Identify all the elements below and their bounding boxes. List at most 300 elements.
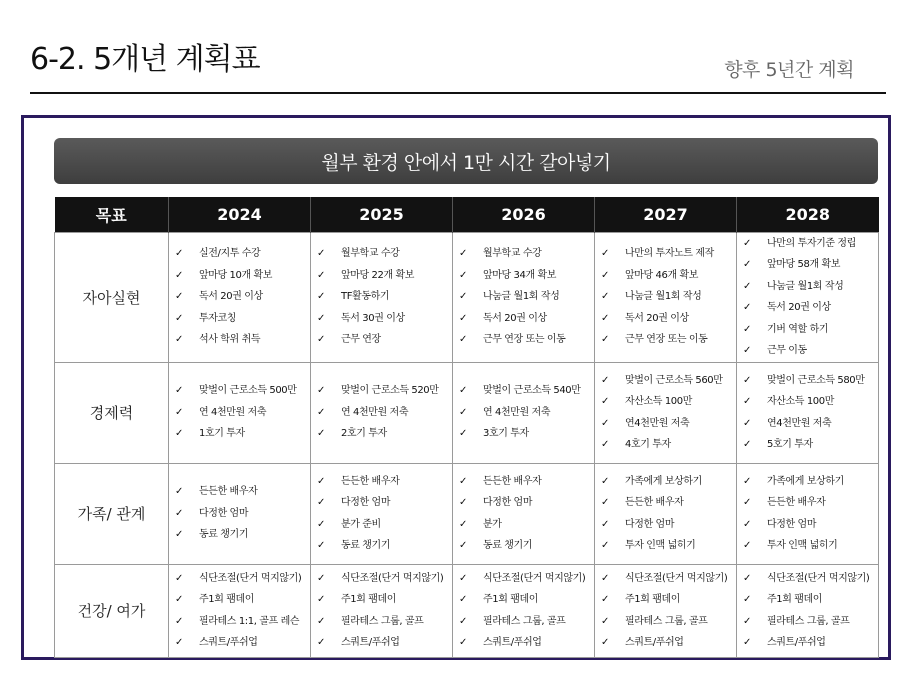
plan-item-text: 필라테스 그룹, 골프 <box>625 615 708 627</box>
list-item <box>459 286 590 308</box>
plan-item-text: 독서 20권 이상 <box>625 312 689 324</box>
header-year-2028: 2028 <box>737 197 879 232</box>
plan-item-text: 스쿼트/푸쉬업 <box>199 637 258 648</box>
plan-item-text: 투자 인맥 넓히기 <box>767 540 838 551</box>
plan-cell <box>169 232 311 362</box>
list-item <box>175 243 306 265</box>
checkmark-icon: ✓ <box>317 312 325 324</box>
checkmark-icon: ✓ <box>601 615 609 627</box>
plan-item-text: 스쿼트/푸쉬업 <box>483 637 542 648</box>
checkmark-icon: ✓ <box>175 385 183 397</box>
plan-cell <box>737 564 879 657</box>
list-item <box>175 423 306 445</box>
list-item <box>317 514 448 536</box>
plan-item-text: 다정한 엄마 <box>483 497 533 508</box>
checkmark-icon: ✓ <box>743 637 751 648</box>
checkmark-icon: ✓ <box>317 637 325 648</box>
table-row-finance <box>55 362 879 463</box>
checkmark-icon: ✓ <box>317 594 325 605</box>
checkmark-icon: ✓ <box>459 428 467 440</box>
list-item <box>317 492 448 514</box>
plan-item-text: 동료 챙기기 <box>199 529 249 541</box>
table-row-self-realization <box>55 232 879 362</box>
list-item <box>175 632 306 654</box>
plan-item-text: 주1회 팸데이 <box>341 594 397 605</box>
plan-item-text: 3호기 투자 <box>483 428 529 440</box>
plan-item-text: 자산소득 100만 <box>625 396 692 407</box>
plan-cell <box>737 463 879 564</box>
list-item <box>175 524 306 546</box>
list-item <box>601 514 732 536</box>
plan-item-list <box>743 471 874 557</box>
list-item <box>601 370 732 392</box>
list-item <box>601 535 732 557</box>
checkmark-icon: ✓ <box>459 594 467 605</box>
list-item <box>175 568 306 590</box>
checkmark-icon: ✓ <box>459 291 467 303</box>
checkmark-icon: ✓ <box>743 475 751 487</box>
plan-item-list <box>317 471 448 557</box>
checkmark-icon: ✓ <box>743 280 751 292</box>
banner: 월부 환경 안에서 1만 시간 갈아넣기 <box>54 138 878 184</box>
table-row-family-relations <box>55 463 879 564</box>
checkmark-icon: ✓ <box>601 637 609 648</box>
plan-cell <box>453 362 595 463</box>
checkmark-icon: ✓ <box>601 417 609 429</box>
plan-item-text: 독서 20권 이상 <box>767 302 831 313</box>
plan-item-list <box>459 568 590 654</box>
list-item <box>743 254 874 276</box>
plan-item-text: 식단조절(단거 먹지않기) <box>767 572 870 584</box>
plan-cell <box>453 564 595 657</box>
checkmark-icon: ✓ <box>317 497 325 508</box>
checkmark-icon: ✓ <box>317 475 325 487</box>
list-item <box>317 632 448 654</box>
plan-cell <box>595 362 737 463</box>
plan-item-list <box>743 370 874 456</box>
checkmark-icon: ✓ <box>459 406 467 418</box>
plan-item-text: 다정한 엄마 <box>199 507 249 519</box>
plan-item-text: 독서 30권 이상 <box>341 312 405 324</box>
checkmark-icon: ✓ <box>459 475 467 487</box>
checkmark-icon: ✓ <box>743 572 751 584</box>
plan-item-text: 앞마당 34개 확보 <box>483 269 557 281</box>
plan-item-text: 맞벌이 근로소득 580만 <box>767 374 865 386</box>
plan-item-text: 2호기 투자 <box>341 428 387 440</box>
plan-cell <box>311 463 453 564</box>
list-item <box>601 413 732 435</box>
plan-item-text: 근무 연장 또는 이동 <box>483 334 566 346</box>
checkmark-icon: ✓ <box>459 572 467 584</box>
plan-cell <box>169 564 311 657</box>
list-item <box>317 589 448 611</box>
list-item <box>317 329 448 351</box>
checkmark-icon: ✓ <box>743 540 751 551</box>
plan-cell <box>311 232 453 362</box>
plan-item-text: 나눔글 월1회 작성 <box>625 291 702 303</box>
checkmark-icon: ✓ <box>743 615 751 627</box>
checkmark-icon: ✓ <box>317 572 325 584</box>
plan-item-text: 앞마당 10개 확보 <box>199 269 273 281</box>
checkmark-icon: ✓ <box>175 312 183 324</box>
plan-item-text: 연4천만원 저축 <box>625 417 690 429</box>
checkmark-icon: ✓ <box>601 572 609 584</box>
plan-item-text: 주1회 팸데이 <box>625 594 681 605</box>
list-item <box>601 286 732 308</box>
checkmark-icon: ✓ <box>317 291 325 303</box>
plan-item-text: 독서 20권 이상 <box>199 291 263 303</box>
list-item <box>743 340 874 362</box>
table-row-health-leisure <box>55 564 879 657</box>
page-subtitle: 향후 5년간 계획 <box>724 59 854 81</box>
plan-frame <box>21 115 891 660</box>
plan-item-text: 1호기 투자 <box>199 428 245 440</box>
checkmark-icon: ✓ <box>601 312 609 324</box>
plan-item-list <box>743 233 874 362</box>
table-header-row <box>55 197 879 232</box>
plan-item-text: 다정한 엄마 <box>767 518 817 530</box>
plan-item-text: 식단조절(단거 먹지않기) <box>625 572 728 584</box>
plan-item-text: 주1회 팸데이 <box>199 594 255 605</box>
plan-item-list <box>601 370 732 456</box>
header-year-2026: 2026 <box>453 197 595 232</box>
list-item <box>601 471 732 493</box>
list-item <box>743 514 874 536</box>
list-item <box>743 413 874 435</box>
list-item <box>743 370 874 392</box>
checkmark-icon: ✓ <box>459 312 467 324</box>
plan-item-text: 앞마당 58개 확보 <box>767 259 841 270</box>
list-item <box>175 611 306 633</box>
plan-item-text: 맞벌이 근로소득 500만 <box>199 385 297 397</box>
list-item <box>317 243 448 265</box>
checkmark-icon: ✓ <box>175 507 183 519</box>
checkmark-icon: ✓ <box>459 269 467 281</box>
checkmark-icon: ✓ <box>601 540 609 551</box>
plan-item-text: 분가 <box>483 518 502 530</box>
plan-item-text: 자산소득 100만 <box>767 396 834 407</box>
plan-item-text: 필라테스 1:1, 골프 레슨 <box>199 615 300 627</box>
header-year-2024: 2024 <box>169 197 311 232</box>
checkmark-icon: ✓ <box>175 594 183 605</box>
list-item <box>743 391 874 413</box>
list-item <box>459 568 590 590</box>
checkmark-icon: ✓ <box>175 529 183 541</box>
checkmark-icon: ✓ <box>459 637 467 648</box>
checkmark-icon: ✓ <box>743 345 751 356</box>
list-item <box>601 265 732 287</box>
checkmark-icon: ✓ <box>317 269 325 281</box>
list-item <box>317 402 448 424</box>
plan-item-text: 나눔글 월1회 작성 <box>483 291 560 303</box>
plan-item-text: 든든한 배우자 <box>483 475 542 487</box>
checkmark-icon: ✓ <box>601 269 609 281</box>
checkmark-icon: ✓ <box>743 323 751 335</box>
checkmark-icon: ✓ <box>175 334 183 346</box>
list-item <box>175 503 306 525</box>
plan-cell <box>453 232 595 362</box>
list-item <box>175 402 306 424</box>
list-item <box>459 589 590 611</box>
plan-item-list <box>743 568 874 654</box>
plan-item-list <box>175 380 306 445</box>
list-item <box>317 380 448 402</box>
plan-item-text: 맞벌이 근로소득 520만 <box>341 385 439 397</box>
list-item <box>743 276 874 298</box>
plan-item-text: 동료 챙기기 <box>341 540 391 551</box>
plan-item-text: 맞벌이 근로소득 560만 <box>625 374 723 386</box>
plan-item-text: 나만의 투자노트 제작 <box>625 248 714 260</box>
plan-cell <box>737 362 879 463</box>
plan-item-text: 근무 이동 <box>767 345 807 356</box>
plan-cell <box>595 232 737 362</box>
checkmark-icon: ✓ <box>743 302 751 313</box>
plan-cell <box>737 232 879 362</box>
checkmark-icon: ✓ <box>317 248 325 260</box>
list-item <box>317 535 448 557</box>
list-item <box>459 423 590 445</box>
plan-item-text: 근무 연장 또는 이동 <box>625 334 708 346</box>
list-item <box>459 329 590 351</box>
checkmark-icon: ✓ <box>743 237 751 249</box>
plan-cell <box>311 362 453 463</box>
goal-label: 경제력 <box>55 362 169 463</box>
plan-cell <box>169 463 311 564</box>
plan-item-text: 스쿼트/푸쉬업 <box>767 637 826 648</box>
header-year-2025: 2025 <box>311 197 453 232</box>
list-item <box>317 265 448 287</box>
list-item <box>743 434 874 456</box>
plan-item-text: 앞마당 46개 확보 <box>625 269 699 281</box>
plan-item-list <box>317 243 448 351</box>
plan-item-text: 든든한 배우자 <box>767 497 826 508</box>
checkmark-icon: ✓ <box>459 518 467 530</box>
checkmark-icon: ✓ <box>601 497 609 508</box>
plan-item-text: 월부학교 수강 <box>483 248 542 260</box>
list-item <box>601 434 732 456</box>
plan-item-list <box>175 243 306 351</box>
checkmark-icon: ✓ <box>459 385 467 397</box>
checkmark-icon: ✓ <box>459 334 467 346</box>
checkmark-icon: ✓ <box>317 540 325 551</box>
plan-item-list <box>175 568 306 654</box>
checkmark-icon: ✓ <box>175 637 183 648</box>
plan-cell <box>453 463 595 564</box>
plan-item-text: 연 4천만원 저축 <box>199 406 267 418</box>
checkmark-icon: ✓ <box>743 497 751 508</box>
plan-item-text: 가족에게 보상하기 <box>625 475 702 487</box>
plan-item-text: 스쿼트/푸쉬업 <box>625 637 684 648</box>
checkmark-icon: ✓ <box>459 540 467 551</box>
checkmark-icon: ✓ <box>459 497 467 508</box>
plan-item-text: 필라테스 그룹, 골프 <box>341 615 424 627</box>
list-item <box>317 423 448 445</box>
list-item <box>601 568 732 590</box>
checkmark-icon: ✓ <box>601 518 609 530</box>
list-item <box>459 265 590 287</box>
plan-item-list <box>459 471 590 557</box>
plan-item-text: 주1회 팸데이 <box>483 594 539 605</box>
list-item <box>175 308 306 330</box>
checkmark-icon: ✓ <box>317 406 325 418</box>
list-item <box>317 308 448 330</box>
plan-cell <box>311 564 453 657</box>
checkmark-icon: ✓ <box>743 518 751 530</box>
checkmark-icon: ✓ <box>743 594 751 605</box>
list-item <box>601 611 732 633</box>
plan-item-list <box>601 568 732 654</box>
list-item <box>743 632 874 654</box>
list-item <box>601 492 732 514</box>
checkmark-icon: ✓ <box>175 269 183 281</box>
header-goal: 목표 <box>55 197 169 232</box>
checkmark-icon: ✓ <box>743 259 751 270</box>
list-item <box>459 632 590 654</box>
list-item <box>601 589 732 611</box>
plan-item-list <box>601 471 732 557</box>
list-item <box>743 589 874 611</box>
plan-item-text: 다정한 엄마 <box>625 518 675 530</box>
checkmark-icon: ✓ <box>459 248 467 260</box>
plan-item-text: 분가 준비 <box>341 518 381 530</box>
plan-item-text: 나만의 투자기준 정립 <box>767 237 856 249</box>
list-item <box>743 568 874 590</box>
list-item <box>743 492 874 514</box>
list-item <box>175 481 306 503</box>
plan-item-text: 주1회 팸데이 <box>767 594 823 605</box>
checkmark-icon: ✓ <box>317 518 325 530</box>
plan-item-text: 든든한 배우자 <box>625 497 684 508</box>
checkmark-icon: ✓ <box>175 572 183 584</box>
checkmark-icon: ✓ <box>743 374 751 386</box>
list-item <box>743 319 874 341</box>
plan-item-text: 실전/지투 수강 <box>199 248 261 260</box>
list-item <box>743 611 874 633</box>
plan-item-text: 든든한 배우자 <box>341 475 400 487</box>
plan-item-text: 필라테스 그룹, 골프 <box>767 615 850 627</box>
plan-item-text: 식단조절(단거 먹지않기) <box>483 572 586 584</box>
checkmark-icon: ✓ <box>743 439 751 450</box>
goal-label: 건강/ 여가 <box>55 564 169 657</box>
plan-item-text: 앞마당 22개 확보 <box>341 269 415 281</box>
list-item <box>175 380 306 402</box>
checkmark-icon: ✓ <box>317 385 325 397</box>
plan-item-text: TF활동하기 <box>341 291 390 303</box>
plan-item-text: 동료 챙기기 <box>483 540 533 551</box>
plan-item-text: 연4천만원 저축 <box>767 417 832 429</box>
plan-item-text: 석사 학위 취득 <box>199 334 261 346</box>
plan-item-list <box>317 568 448 654</box>
plan-item-text: 든든한 배우자 <box>199 486 258 498</box>
list-item <box>601 308 732 330</box>
plan-cell <box>595 564 737 657</box>
list-item <box>175 329 306 351</box>
plan-item-list <box>175 481 306 546</box>
plan-item-list <box>459 380 590 445</box>
checkmark-icon: ✓ <box>459 615 467 627</box>
list-item <box>459 380 590 402</box>
plan-item-text: 근무 연장 <box>341 334 381 346</box>
list-item <box>459 308 590 330</box>
checkmark-icon: ✓ <box>317 615 325 627</box>
plan-item-text: 4호기 투자 <box>625 439 671 450</box>
checkmark-icon: ✓ <box>601 594 609 605</box>
plan-item-text: 다정한 엄마 <box>341 497 391 508</box>
list-item <box>317 611 448 633</box>
list-item <box>743 297 874 319</box>
plan-item-text: 맞벌이 근로소득 540만 <box>483 385 581 397</box>
checkmark-icon: ✓ <box>175 428 183 440</box>
list-item <box>601 632 732 654</box>
page-title: 6-2. 5개년 계획표 <box>30 42 260 77</box>
checkmark-icon: ✓ <box>317 334 325 346</box>
plan-item-text: 투자 인맥 넓히기 <box>625 540 696 551</box>
five-year-plan-table <box>54 197 879 658</box>
checkmark-icon: ✓ <box>601 439 609 450</box>
plan-item-list <box>459 243 590 351</box>
checkmark-icon: ✓ <box>175 291 183 303</box>
goal-label: 자아실현 <box>55 232 169 362</box>
plan-item-text: 스쿼트/푸쉬업 <box>341 637 400 648</box>
list-item <box>459 611 590 633</box>
plan-item-text: 독서 20권 이상 <box>483 312 547 324</box>
list-item <box>743 233 874 255</box>
title-divider <box>30 92 886 94</box>
checkmark-icon: ✓ <box>601 334 609 346</box>
list-item <box>459 535 590 557</box>
list-item <box>459 243 590 265</box>
plan-cell <box>595 463 737 564</box>
plan-item-text: 식단조절(단거 먹지않기) <box>199 572 302 584</box>
plan-cell <box>169 362 311 463</box>
plan-item-text: 연 4천만원 저축 <box>483 406 551 418</box>
checkmark-icon: ✓ <box>601 475 609 487</box>
list-item <box>175 265 306 287</box>
plan-item-text: 월부학교 수강 <box>341 248 400 260</box>
list-item <box>175 286 306 308</box>
plan-item-text: 연 4천만원 저축 <box>341 406 409 418</box>
checkmark-icon: ✓ <box>175 486 183 498</box>
checkmark-icon: ✓ <box>317 428 325 440</box>
list-item <box>459 514 590 536</box>
checkmark-icon: ✓ <box>601 396 609 407</box>
list-item <box>601 329 732 351</box>
checkmark-icon: ✓ <box>175 248 183 260</box>
list-item <box>601 243 732 265</box>
goal-label: 가족/ 관계 <box>55 463 169 564</box>
list-item <box>175 589 306 611</box>
checkmark-icon: ✓ <box>743 396 751 407</box>
plan-item-text: 기버 역할 하기 <box>767 323 829 335</box>
checkmark-icon: ✓ <box>601 291 609 303</box>
plan-item-list <box>317 380 448 445</box>
checkmark-icon: ✓ <box>175 406 183 418</box>
header-year-2027: 2027 <box>595 197 737 232</box>
plan-item-list <box>601 243 732 351</box>
checkmark-icon: ✓ <box>601 374 609 386</box>
list-item <box>743 535 874 557</box>
plan-item-text: 식단조절(단거 먹지않기) <box>341 572 444 584</box>
checkmark-icon: ✓ <box>175 615 183 627</box>
list-item <box>459 492 590 514</box>
checkmark-icon: ✓ <box>601 248 609 260</box>
list-item <box>317 568 448 590</box>
plan-item-text: 5호기 투자 <box>767 439 813 450</box>
plan-item-text: 가족에게 보상하기 <box>767 475 844 487</box>
list-item <box>601 391 732 413</box>
list-item <box>459 471 590 493</box>
checkmark-icon: ✓ <box>743 417 751 429</box>
